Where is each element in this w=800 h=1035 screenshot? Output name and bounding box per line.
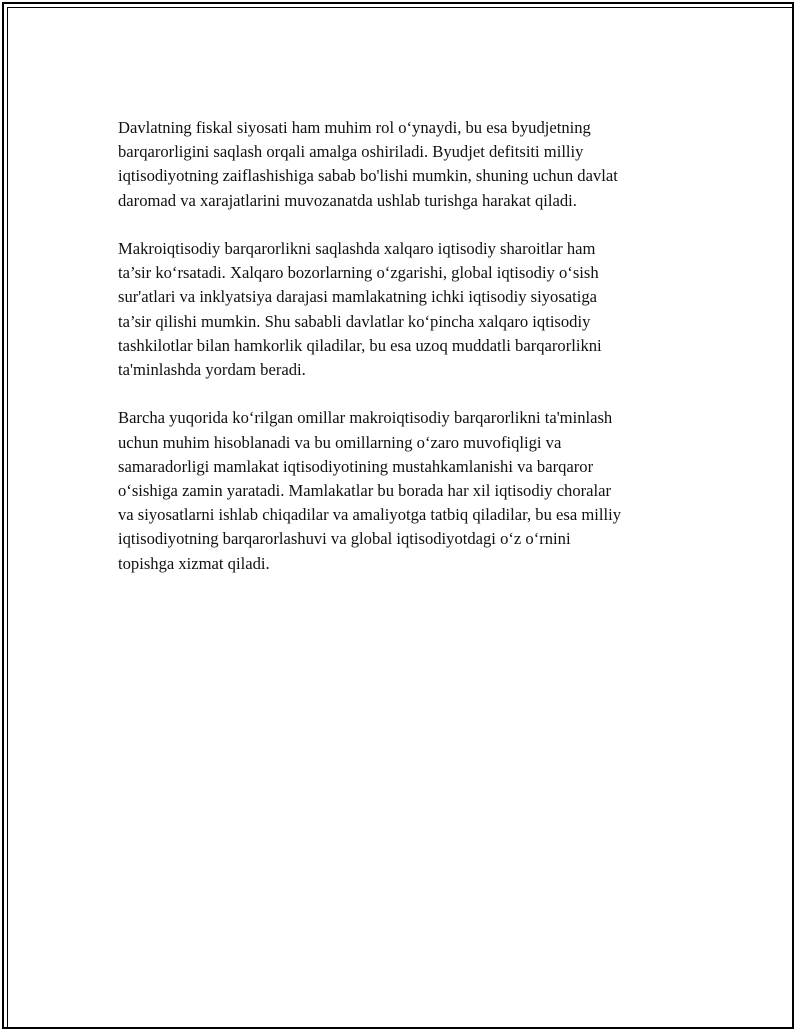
paragraph-conclusion: Barcha yuqorida ko‘rilgan omillar makroiqtisodiy barqarorlikni ta'minlash uchun muhim hisoblanadi va bu omillarning o‘zaro muvofiqligi va samaradorligi mamlakat iqtisodiyotining mustahkamlanishi va barqaror o‘sishiga zamin yaratadi. Mamlakatlar bu borada har xil iqtisodiy choralar va siyosatlarni ishlab chiqadilar va amaliyotga tatbiq qiladilar, bu esa milliy iqtisodiyotning barqarorlashuvi va global iqtisodiyotdagi o‘z o‘rnini topishga xizmat qiladi. (118, 408, 622, 573)
paragraph-fiscal-policy: Davlatning fiskal siyosati ham muhim rol o‘ynaydi, bu esa byudjetning barqarorligini saqlash orqali amalga oshiriladi. Byudjet defitsiti milliy iqtisodiyotning zaiflashishiga sabab bo'lishi mumkin, shuning uchun davlat daromad va xarajatlarini muvozanatda ushlab turishga harakat qiladi. (118, 118, 618, 210)
document-body (118, 116, 688, 600)
paragraph-international-conditions: Makroiqtisodiy barqarorlikni saqlashda xalqaro iqtisodiy sharoitlar ham ta’sir ko‘rsatadi. Xalqaro bozorlarning o‘zgarishi, global iqtisodiy o‘sish sur'atlari va inklyatsiya darajasi mamlakatning ichki iqtisodiy siyosatiga ta’sir qilishi mumkin. Shu sababli davlatlar ko‘pincha xalqaro iqtisodiy tashkilotlar bilan hamkorlik qiladilar, bu esa uzoq muddatli barqarorlikni ta'minlashda yordam beradi. (118, 239, 602, 380)
